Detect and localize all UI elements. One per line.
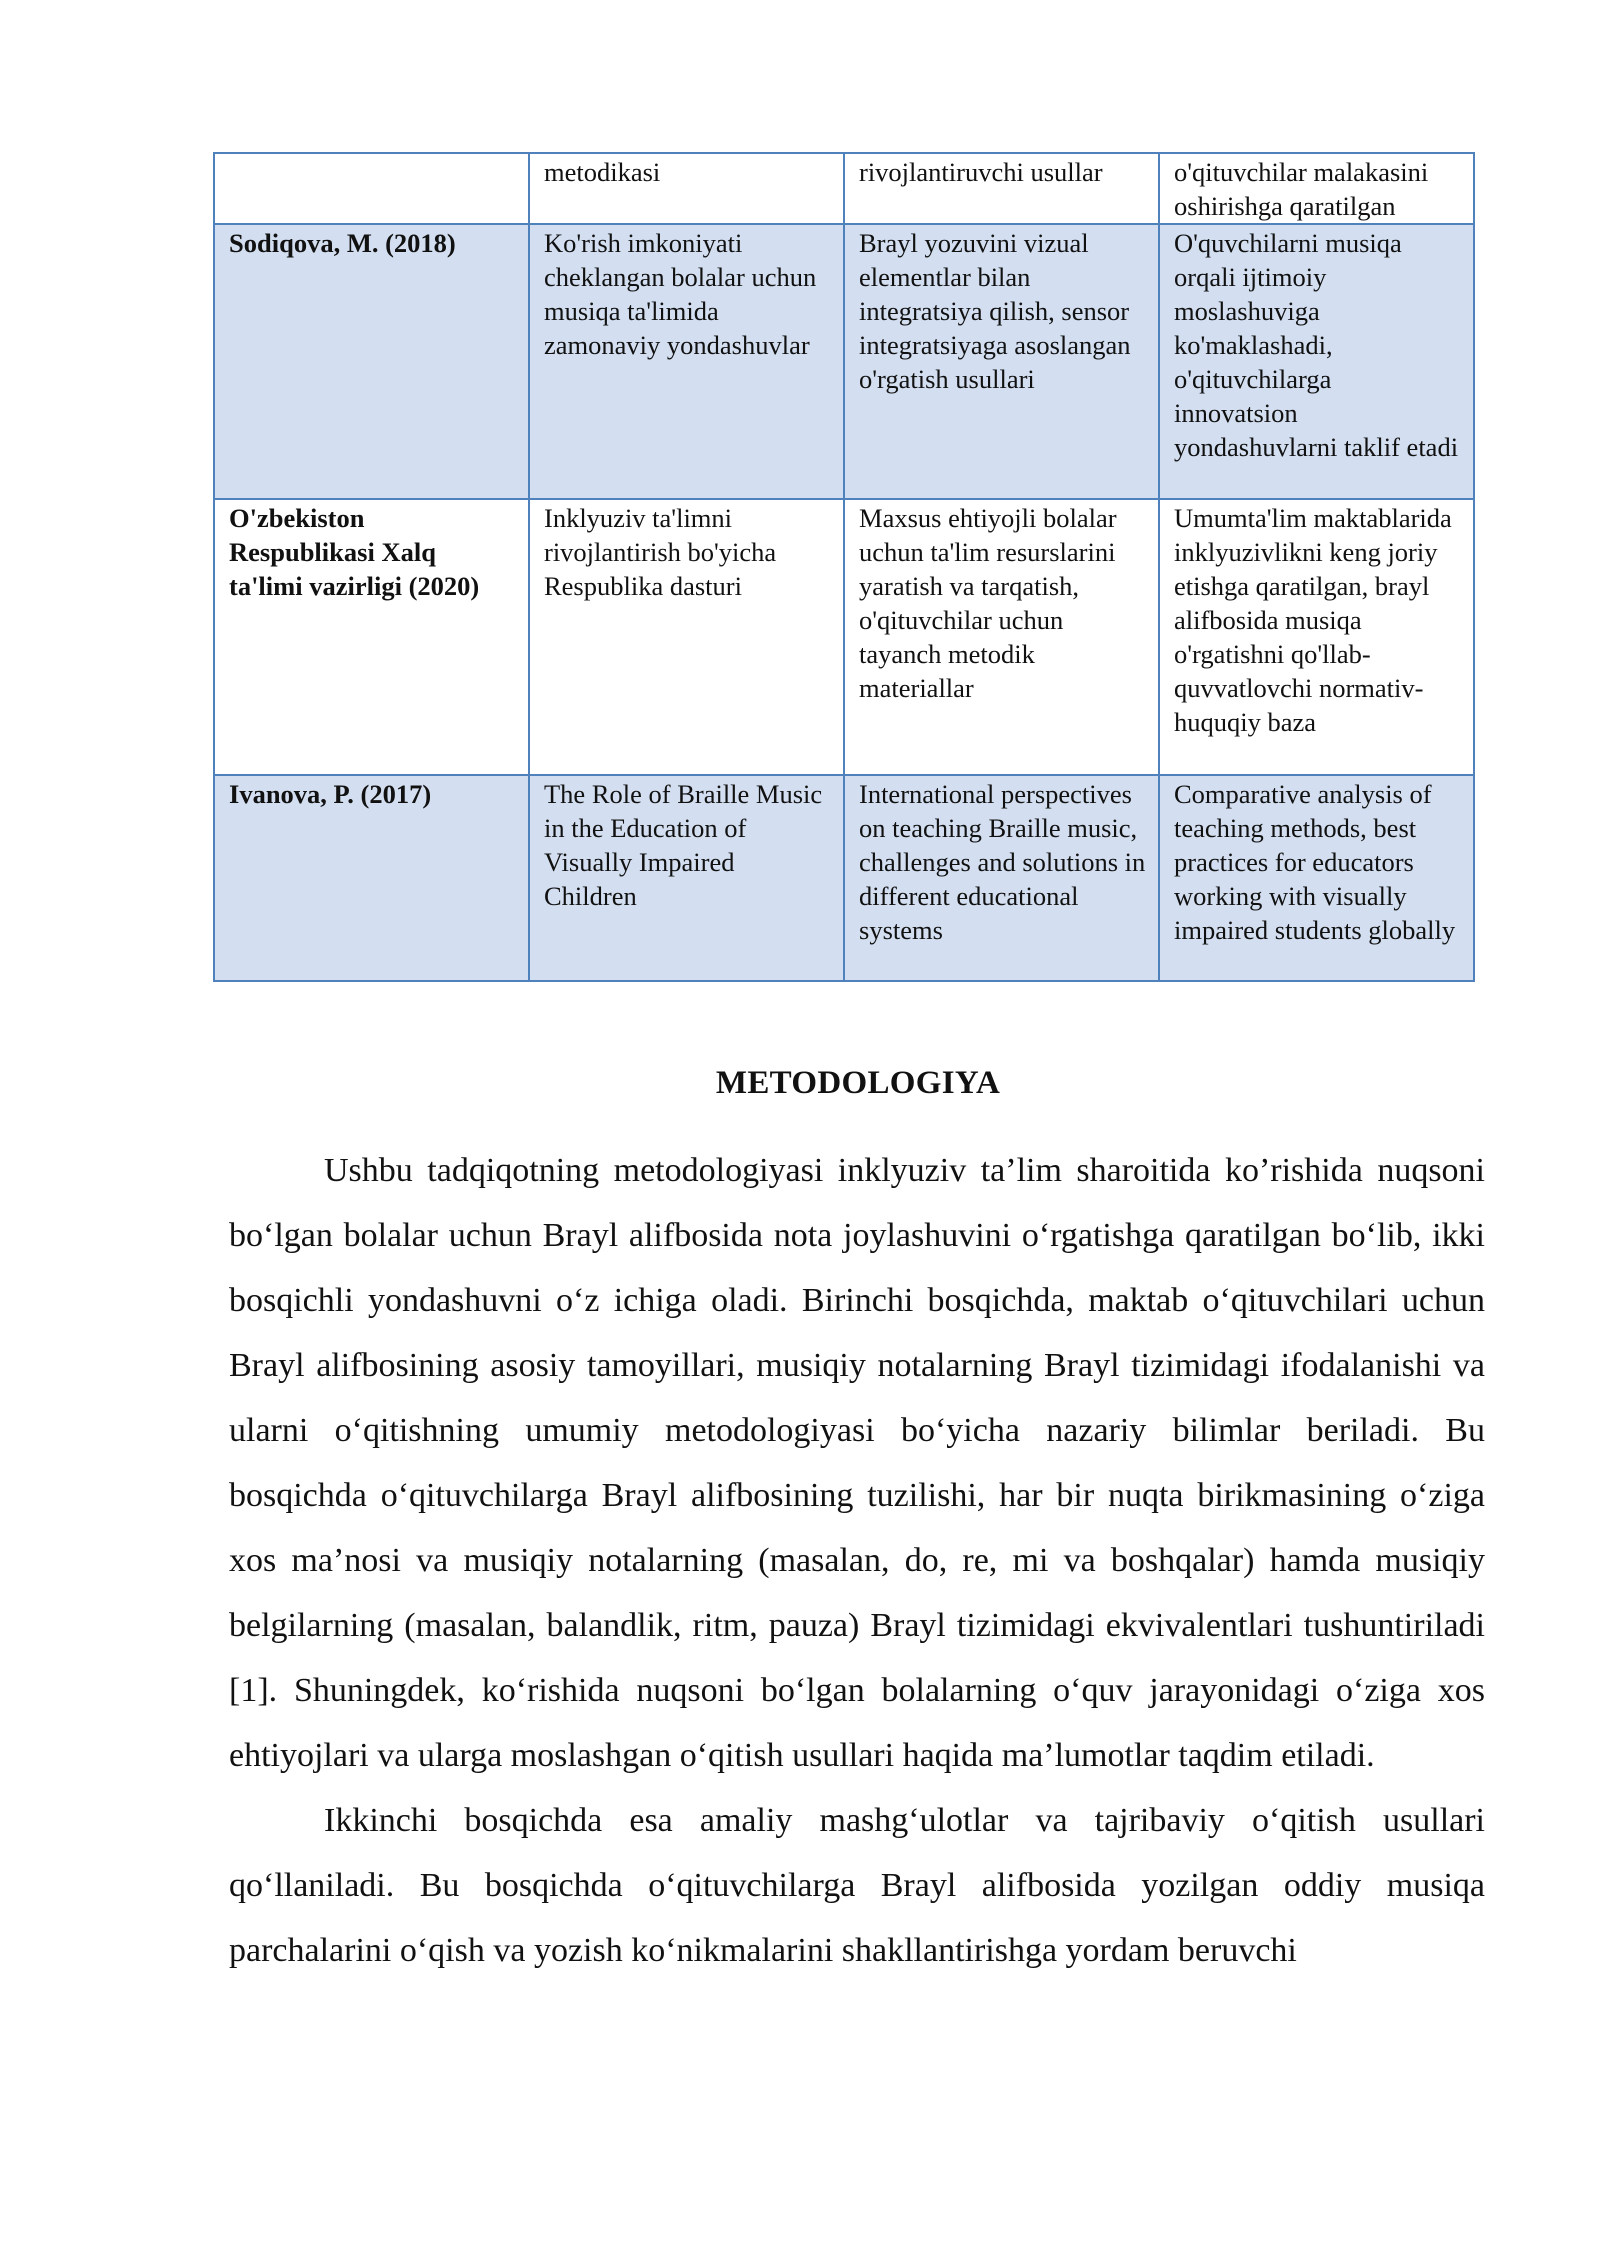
cell-result: o'qituvchilar malakasini oshirishga qaratilgan [1159,153,1474,224]
cell-content: Brayl yozuvini vizual elementlar bilan integratsiya qilish, sensor integratsiyaga asoslangan o'rgatish usullari [844,224,1159,499]
cell-result: O'quvchilarni musiqa orqali ijtimoiy moslashuviga ko'maklashadi, o'qituvchilarga innovatsion yondashuvlarni taklif etadi [1159,224,1474,499]
cell-author: Ivanova, P. (2017) [214,775,529,981]
cell-title: Ko'rish imkoniyati cheklangan bolalar uchun musiqa ta'limida zamonaviy yondashuvlar [529,224,844,499]
cell-content: Maxsus ehtiyojli bolalar uchun ta'lim resurslarini yaratish va tarqatish, o'qituvchilar uchun tayanch metodik materiallar [844,499,1159,775]
paragraph: Ushbu tadqiqotning metodologiyasi inklyuziv ta’lim sharoitida ko’rishida nuqsoni bo‘lgan bolalar uchun Brayl alifbosida nota joylashuvini o‘rgatishga qaratilgan bo‘lib, ikki bosqichli yondashuvni o‘z ichiga oladi. Birinchi bosqichda, maktab o‘qituvchilari uchun Brayl alifbosining asosiy tamoyillari, musiqiy notalarning Brayl tizimidagi ifodalanishi va ularni o‘qitishning umumiy metodologiyasi bo‘yicha nazariy bilimlar beriladi. Bu bosqichda o‘qituvchilarga Brayl alifbosining tuzilishi, har bir nuqta birikmasining o‘ziga xos ma’nosi va musiqiy notalarning (masalan, do, re, mi va boshqalar) hamda musiqiy belgilarning (masalan, balandlik, ritm, pauza) Brayl tizimidagi ekvivalentlari tushuntiriladi [1]. Shuningdek, ko‘rishida nuqsoni bo‘lgan bolalarning o‘quv jarayonidagi o‘ziga xos ehtiyojlari va ularga moslashgan o‘qitish usullari haqida ma’lumotlar taqdim etiladi. [229,1152,1485,1774]
cell-title: Inklyuziv ta'limni rivojlantirish bo'yicha Respublika dasturi [529,499,844,775]
cell-content: International perspectives on teaching Braille music, challenges and solutions in different educational systems [844,775,1159,981]
table-row [214,499,1474,775]
cell-author [214,153,529,224]
section-heading: METODOLOGIYA [715,1065,1001,1101]
cell-author: Sodiqova, M. (2018) [214,224,529,499]
cell-title: The Role of Braille Music in the Education of Visually Impaired Children [529,775,844,981]
cell-result: Comparative analysis of teaching methods, best practices for educators working with visually impaired students globally [1159,775,1474,981]
cell-result: Umumta'lim maktablarida inklyuzivlikni keng joriy etishga qaratilgan, brayl alifbosida musiqa o'rgatishni qo'llab-quvvatlovchi normativ-huquqiy baza [1159,499,1474,775]
body-text [229,1138,1485,1983]
table-row [214,775,1474,981]
cell-title: metodikasi [529,153,844,224]
literature-table [213,152,1475,982]
table-row [214,224,1474,499]
paragraph: Ikkinchi bosqichda esa amaliy mashg‘ulotlar va tajribaviy o‘qitish usullari qo‘llaniladi. Bu bosqichda o‘qituvchilarga Brayl alifbosida yozilgan oddiy musiqa parchalarini o‘qish va yozish ko‘nikmalarini shakllantirishga yordam beruvchi [229,1802,1485,1969]
cell-author: O'zbekiston Respublikasi Xalq ta'limi vazirligi (2020) [214,499,529,775]
cell-content: rivojlantiruvchi usullar [844,153,1159,224]
table-row [214,153,1474,224]
